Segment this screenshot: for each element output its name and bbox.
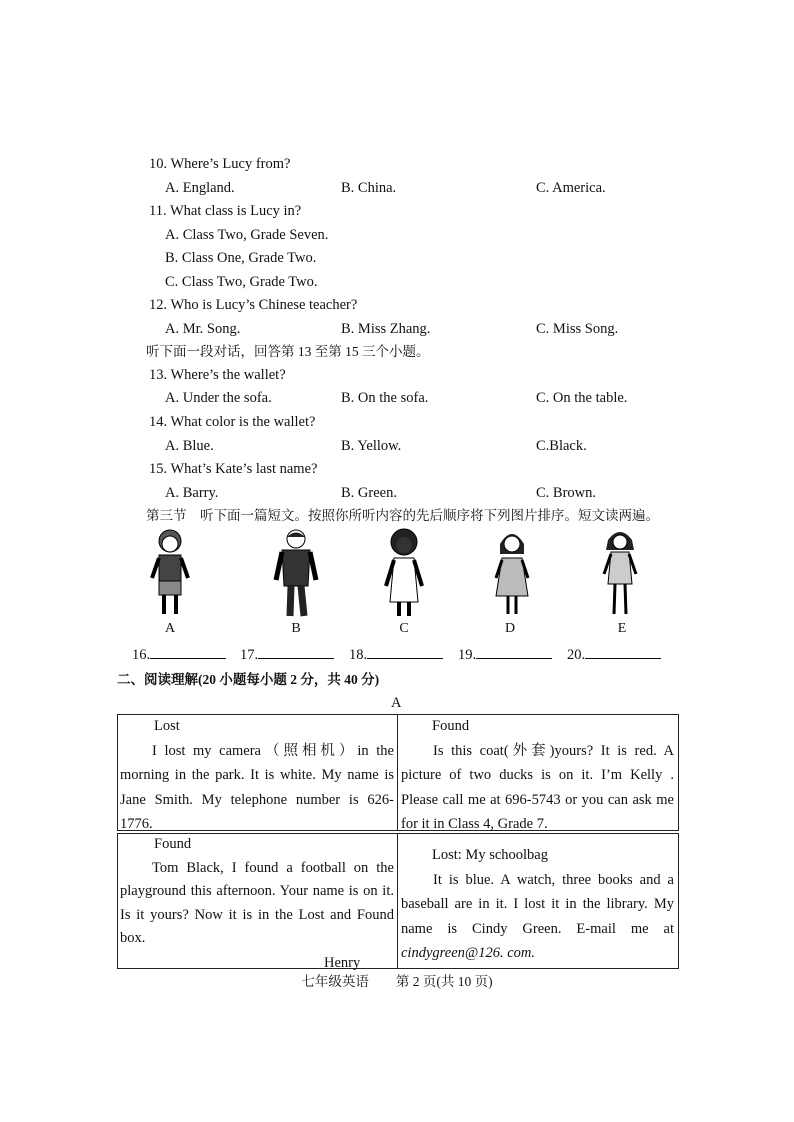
ad-lost-camera <box>120 714 394 837</box>
answer-blank-18[interactable] <box>349 644 443 664</box>
option-15c: C. Brown. <box>536 485 597 501</box>
ad-title: Lost <box>154 718 180 734</box>
option-11c: C. Class Two, Grade Two. <box>165 274 318 290</box>
blank-line[interactable] <box>150 644 226 659</box>
ad-title: Found <box>432 718 470 734</box>
option-12b: B. Miss Zhang. <box>341 321 431 337</box>
ad-email: cindygreen@126. com. <box>401 945 535 961</box>
option-14b: B. Yellow. <box>341 438 402 454</box>
blank-number: 20. <box>567 647 586 663</box>
question-13: 13. Where’s the wallet? <box>149 367 286 383</box>
boy-figure <box>140 528 200 620</box>
ads-box-top <box>117 714 679 831</box>
option-13c: C. On the table. <box>536 390 628 406</box>
blank-number: 19. <box>458 647 477 663</box>
blank-line[interactable] <box>476 644 552 659</box>
girl-dress-figure <box>482 528 542 620</box>
girl-curly-figure <box>374 528 434 620</box>
blank-number: 17. <box>240 647 259 663</box>
option-12c: C. Miss Song. <box>536 321 619 337</box>
woman-figure <box>590 528 650 620</box>
ad-body: Tom Black, I found a football on the playground this afternoon. Your name is on it. Is it yours? Now it is in the Lost and Found box. <box>120 859 394 946</box>
ad-signature: Henry <box>324 954 361 971</box>
ad-title: Lost: My schoolbag <box>432 847 548 863</box>
option-10a: A. England. <box>165 180 235 196</box>
blank-line[interactable] <box>585 644 661 659</box>
question-12: 12. Who is Lucy’s Chinese teacher? <box>149 297 358 313</box>
passage-letter: A <box>391 695 402 711</box>
option-14c: C.Black. <box>536 438 587 454</box>
box-divider <box>397 834 398 968</box>
figure-label-a: A <box>164 621 176 636</box>
option-11b: B. Class One, Grade Two. <box>165 250 317 266</box>
option-10c: C. America. <box>536 180 606 196</box>
answer-blank-20[interactable] <box>567 644 661 664</box>
page-footer: 七年级英语 第 2 页(共 10 页) <box>301 974 493 989</box>
option-13b: B. On the sofa. <box>341 390 429 406</box>
figure-label-d: D <box>504 621 516 636</box>
answer-blank-16[interactable] <box>132 644 226 664</box>
option-13a: A. Under the sofa. <box>165 390 272 406</box>
man-figure <box>266 528 326 620</box>
option-15b: B. Green. <box>341 485 397 501</box>
section-3-instruction: 第三节 听下面一篇短文。按照你所听内容的先后顺序将下列图片排序。短文读两遍。 <box>146 508 659 523</box>
question-14: 14. What color is the wallet? <box>149 414 316 430</box>
answer-blank-17[interactable] <box>240 644 334 664</box>
blank-line[interactable] <box>258 644 334 659</box>
ad-found-football <box>120 833 394 975</box>
ad-title: Found <box>154 836 192 852</box>
option-12a: A. Mr. Song. <box>165 321 241 337</box>
question-15: 15. What’s Kate’s last name? <box>149 461 318 477</box>
blank-number: 16. <box>132 647 151 663</box>
question-10: 10. Where’s Lucy from? <box>149 156 291 172</box>
figure-label-b: B <box>291 621 301 636</box>
ad-body: I lost my camera（照相机）in the morning in the park. It is white. My name is Jane Smith. My telephone number is 626-1776. <box>120 742 394 832</box>
ad-body: Is this coat(外套)yours? It is red. A picture of two ducks is on it. I’m Kelly . Please call me at 696-5743 or you can ask me for it in Class 4, Grade 7. <box>401 742 674 832</box>
box-divider <box>397 715 398 830</box>
part-2-heading: 二、阅读理解(20 小题每小题 2 分，共 40 分) <box>117 672 380 687</box>
blank-line[interactable] <box>367 644 443 659</box>
option-11a: A. Class Two, Grade Seven. <box>165 227 329 243</box>
question-11: 11. What class is Lucy in? <box>149 203 302 219</box>
ad-body: It is blue. A watch, three books and a baseball are in it. I lost it in the library. My name is Cindy Green. E-mail me at <box>401 871 674 937</box>
ads-box-bottom <box>117 833 679 969</box>
ad-found-coat <box>401 714 674 837</box>
blank-number: 18. <box>349 647 368 663</box>
option-14a: A. Blue. <box>165 438 214 454</box>
figure-label-e: E <box>617 621 627 636</box>
answer-blank-19[interactable] <box>458 644 552 664</box>
instruction-13-15: 听下面一段对话，回答第 13 至第 15 三个小题。 <box>146 344 430 359</box>
ad-lost-schoolbag <box>401 843 674 966</box>
option-10b: B. China. <box>341 180 397 196</box>
figure-label-c: C <box>399 621 409 636</box>
option-15a: A. Barry. <box>165 485 219 501</box>
